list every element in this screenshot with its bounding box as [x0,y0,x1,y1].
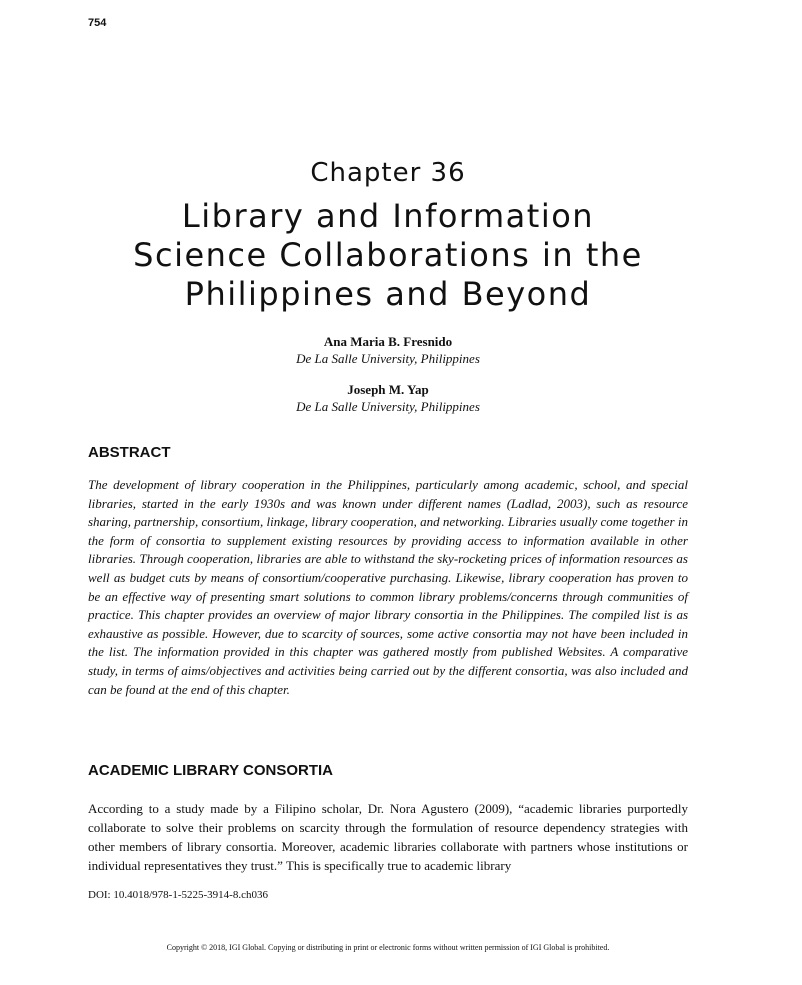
author-name: Joseph M. Yap [347,382,429,397]
chapter-title: Library and Information Science Collaborations in the Philippines and Beyond [133,197,643,313]
author-affiliation: De La Salle University, Philippines [296,399,480,414]
page-number: 754 [88,17,107,29]
author-name: Ana Maria B. Fresnido [323,334,453,349]
author-block-2 [0,381,776,415]
doi: DOI: 10.4018/978-1-5225-3914-8.ch036 [88,889,268,901]
author-block-1 [0,333,776,367]
abstract-heading: ABSTRACT [88,444,171,461]
author-affiliation: De La Salle University, Philippines [296,351,480,366]
section-heading: ACADEMIC LIBRARY CONSORTIA [88,762,334,779]
copyright-notice: Copyright © 2018, IGI Global. Copying or distributing in print or electronic forms without written permission of IGI Global is prohibited. [166,943,610,952]
body-text: According to a study made by a Filipino scholar, Dr. Nora Agustero (2009), “academic libraries purportedly collaborate to solve their problems on scarcity through the formulation of resource dependency strategies with other members of library consortia. Moreover, academic libraries collaborate with partners whose institutions or individual representatives they trust.” This is specifically true to academic library [88,801,688,873]
abstract-text: The development of library cooperation in the Philippines, particularly among academic, school, and special libraries, started in the early 1930s and was known under different names (Ladlad, 2003), such as resource sharing, partnership, consortium, linkage, library cooperation, and networking. Libraries usually come together in the form of consortia to supplement existing resources by providing access to information available in other libraries. Through cooperation, libraries are able to withstand the sky-rocketing prices of information resources as well as budget cuts by means of consortium/cooperative purchasing. Likewise, library cooperation has proven to be an effective way of presenting smart solutions to common library problems/concerns through communities of practice. This chapter provides an overview of major library consortia in the Philippines. The compiled list is as exhaustive as possible. However, due to scarcity of sources, some active consortia may not have been included in the list. The information provided in this chapter was gathered mostly from published Websites. A comparative study, in terms of aims/objectives and activities being carried out by the different consortia, was also included and can be found at the end of this chapter. [88,477,688,697]
chapter-label: Chapter 36 [310,158,466,188]
